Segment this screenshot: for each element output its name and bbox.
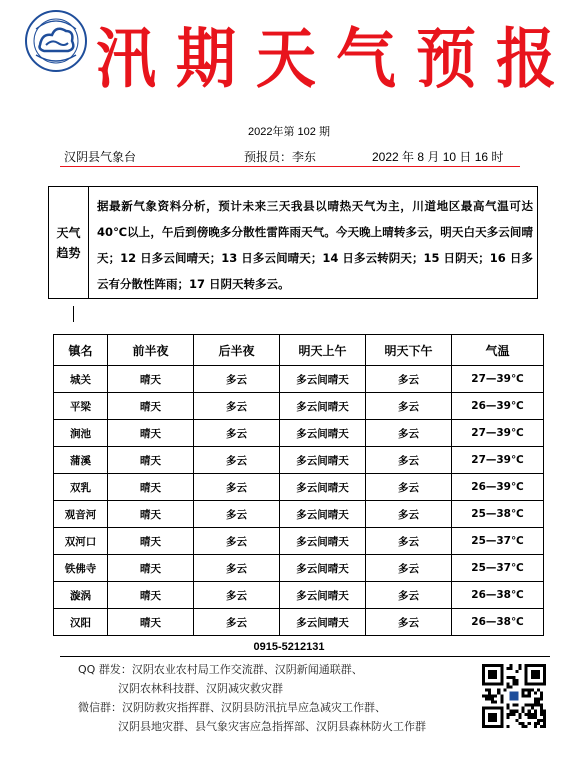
table-cell: 26—39℃ — [452, 393, 544, 420]
table-row — [54, 393, 544, 420]
table-cell: 多云 — [366, 555, 452, 582]
cma-logo-icon — [24, 9, 88, 73]
table-cell: 多云 — [194, 528, 280, 555]
table-row — [54, 420, 544, 447]
table-row — [54, 609, 544, 636]
table-cell: 多云 — [366, 366, 452, 393]
table-cell: 多云间晴天 — [280, 528, 366, 555]
table-row — [54, 474, 544, 501]
table-cell: 晴天 — [108, 609, 194, 636]
trend-text: 据最新气象资料分析，预计未来三天我县以晴热天气为主，川道地区最高气温可达 40℃以上，午后到傍晚多分散性雷阵雨天气。今天晚上晴转多云，明天白天多云间晴天；12 日多云间晴天；13 日多云间晴天；14 日多云转阴天；15 日阴天；16 日多云有分散性阵雨；17 日阴天转多云。 — [97, 199, 533, 291]
table-cell: 多云 — [366, 474, 452, 501]
phone-number: 0915-5212131 — [253, 641, 325, 653]
table-cell: 多云 — [194, 447, 280, 474]
table-row — [54, 528, 544, 555]
cma-logo — [24, 9, 88, 73]
info-line — [60, 148, 520, 164]
table-cell: 晴天 — [108, 582, 194, 609]
table-cell: 多云 — [366, 582, 452, 609]
forecaster-name: 预报员：李东 — [244, 150, 317, 164]
table-row — [54, 555, 544, 582]
header-cell: 前半夜 — [108, 335, 194, 366]
table-cell: 26—38℃ — [452, 609, 544, 636]
table-cell: 晴天 — [108, 555, 194, 582]
text-cursor — [73, 306, 74, 322]
table-cell: 多云间晴天 — [280, 420, 366, 447]
table-cell: 晴天 — [108, 366, 194, 393]
table-cell: 晴天 — [108, 528, 194, 555]
table-cell: 双乳 — [54, 474, 108, 501]
table-cell: 26—38℃ — [452, 582, 544, 609]
wechat-groups-line: 微信群：汉阴防救灾指挥群、汉阴县防汛抗旱应急减灾工作群、 — [78, 701, 386, 714]
header-divider — [60, 166, 520, 167]
table-cell: 27—39℃ — [452, 447, 544, 474]
table-cell: 多云间晴天 — [280, 474, 366, 501]
qq-groups-line: QQ 群发：汉阴农业农村局工作交流群、汉阴新闻通联群、 — [78, 663, 363, 676]
table-cell: 晴天 — [108, 447, 194, 474]
table-row — [54, 501, 544, 528]
issue-number: 2022年第 102 期 — [248, 126, 330, 138]
table-cell: 多云间晴天 — [280, 501, 366, 528]
table-row — [54, 582, 544, 609]
table-cell: 多云 — [194, 582, 280, 609]
table-cell: 晴天 — [108, 420, 194, 447]
table-cell: 多云间晴天 — [280, 609, 366, 636]
table-cell: 晴天 — [108, 501, 194, 528]
table-cell: 双河口 — [54, 528, 108, 555]
table-row — [54, 366, 544, 393]
table-cell: 25—37℃ — [452, 555, 544, 582]
table-cell: 观音河 — [54, 501, 108, 528]
table-cell: 多云 — [194, 393, 280, 420]
header-cell: 气温 — [452, 335, 544, 366]
table-cell: 多云 — [366, 609, 452, 636]
table-cell: 多云 — [194, 555, 280, 582]
table-cell: 多云间晴天 — [280, 555, 366, 582]
trend-label: 天气趋势 — [56, 225, 81, 260]
table-cell: 多云 — [194, 366, 280, 393]
table-cell: 铁佛寺 — [54, 555, 108, 582]
table-cell: 多云 — [366, 501, 452, 528]
qq-groups-line: 汉阴农林科技群、汉阴减灾救灾群 — [118, 682, 283, 695]
table-cell: 多云 — [366, 420, 452, 447]
table-cell: 多云间晴天 — [280, 366, 366, 393]
station-name: 汉阴县气象台 — [64, 150, 137, 164]
table-cell: 多云 — [366, 528, 452, 555]
wechat-groups-line: 汉阴县地灾群、县气象灾害应急指挥部、汉阴县森林防火工作群 — [118, 720, 426, 733]
table-cell: 25—37℃ — [452, 528, 544, 555]
table-cell: 汉阳 — [54, 609, 108, 636]
distribution-groups — [78, 660, 488, 736]
table-cell: 多云 — [194, 420, 280, 447]
table-cell: 蒲溪 — [54, 447, 108, 474]
table-cell: 晴天 — [108, 393, 194, 420]
forecast-table — [53, 334, 544, 636]
header-cell: 镇名 — [54, 335, 108, 366]
qr-code-icon — [482, 664, 546, 728]
issue-datetime: 2022 年 8 月 10 日 16 时 — [372, 150, 504, 164]
header-cell: 明天上午 — [280, 335, 366, 366]
table-header-row — [54, 335, 544, 366]
table-cell: 多云 — [366, 393, 452, 420]
table-cell: 多云 — [194, 501, 280, 528]
table-cell: 多云 — [366, 447, 452, 474]
table-cell: 26—39℃ — [452, 474, 544, 501]
table-cell: 多云间晴天 — [280, 582, 366, 609]
table-cell: 晴天 — [108, 474, 194, 501]
header-cell: 后半夜 — [194, 335, 280, 366]
table-cell: 27—39℃ — [452, 420, 544, 447]
table-cell: 多云间晴天 — [280, 393, 366, 420]
table-cell: 涧池 — [54, 420, 108, 447]
table-cell: 漩涡 — [54, 582, 108, 609]
trend-box — [48, 186, 538, 299]
table-cell: 多云 — [194, 609, 280, 636]
table-cell: 平梁 — [54, 393, 108, 420]
table-row — [54, 447, 544, 474]
table-cell: 多云 — [194, 474, 280, 501]
page-title: 汛期天气预报 — [96, 21, 576, 97]
qr-code — [482, 664, 546, 728]
footer-divider — [60, 656, 550, 657]
trend-label-cell — [49, 187, 89, 298]
table-cell: 城关 — [54, 366, 108, 393]
header-cell: 明天下午 — [366, 335, 452, 366]
table-cell: 多云间晴天 — [280, 447, 366, 474]
table-cell: 25—38℃ — [452, 501, 544, 528]
table-cell: 27—39℃ — [452, 366, 544, 393]
